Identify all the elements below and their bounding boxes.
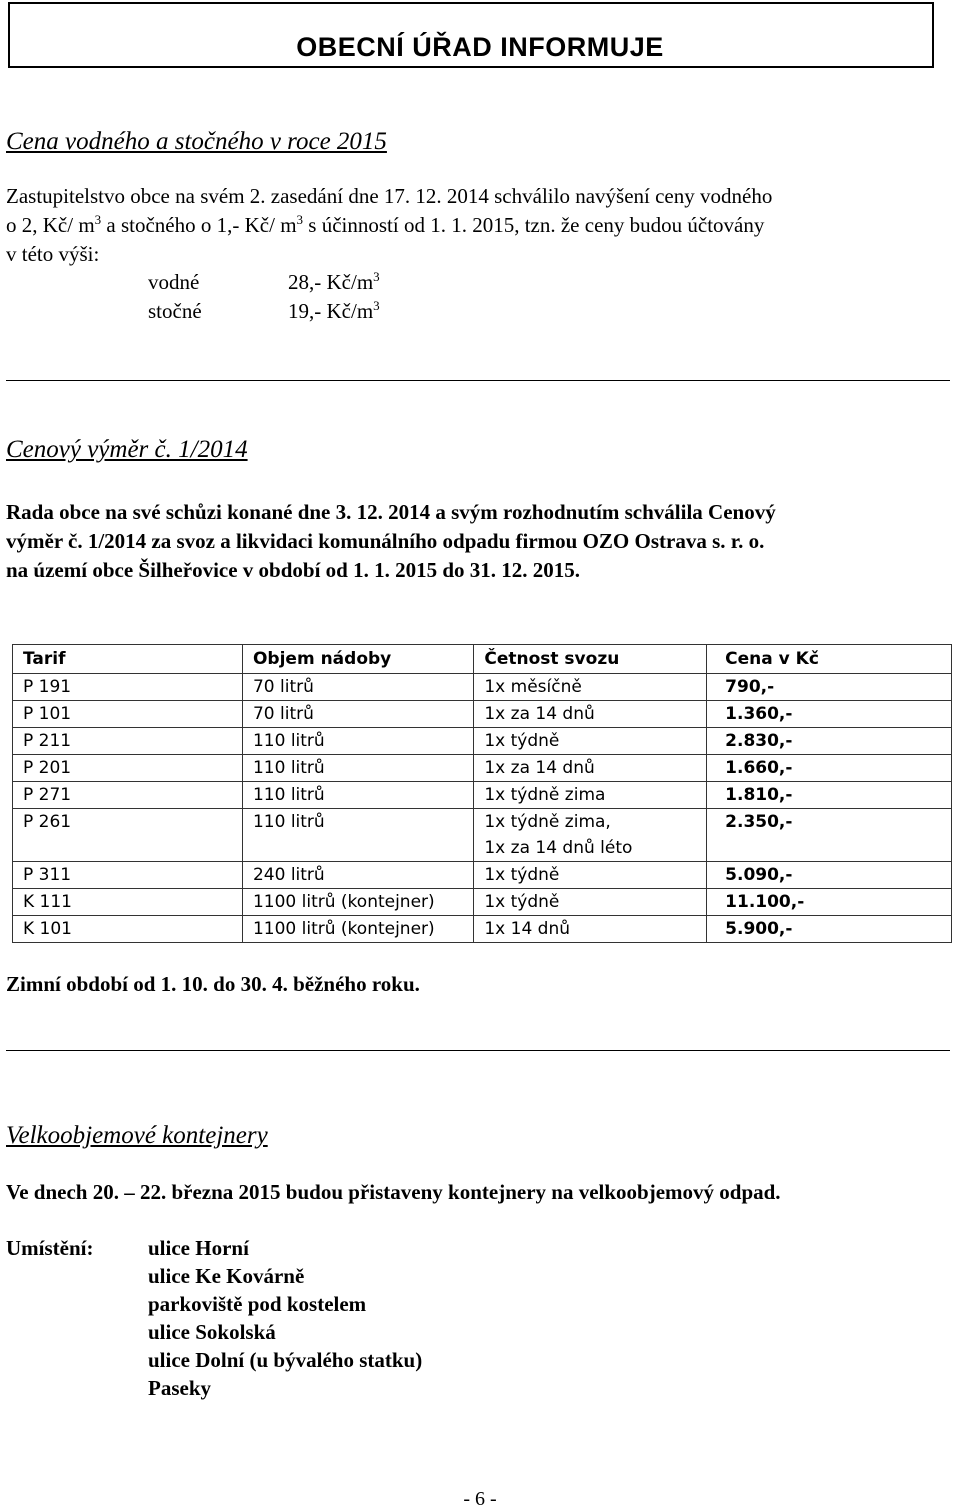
water-para-line1: Zastupitelstvo obce na svém 2. zasedání dne 17. 12. 2014 schválilo navýšení ceny vodného bbox=[6, 184, 773, 208]
cell-cena: 1.810,- bbox=[707, 782, 952, 809]
cell-objem: 110 litrů bbox=[242, 755, 473, 782]
cell-tarif: P 201 bbox=[13, 755, 243, 782]
superscript: 3 bbox=[296, 212, 304, 227]
cell-tarif: P 311 bbox=[13, 862, 243, 889]
water-price-row bbox=[148, 268, 380, 297]
winter-note: Zimní období od 1. 10. do 30. 4. běžného roku. bbox=[6, 972, 420, 996]
cell-objem: 1100 litrů (kontejner) bbox=[242, 889, 473, 916]
water-paragraph bbox=[6, 182, 772, 269]
divider bbox=[6, 380, 950, 381]
water-price-label: vodné bbox=[148, 270, 200, 294]
fees-table bbox=[12, 644, 952, 943]
fees-para-line1: Rada obce na své schůzi konané dne 3. 12. 2014 a svým rozhodnutím schválila Cenový bbox=[6, 500, 776, 524]
cell-cetnost: 1x týdně bbox=[474, 862, 707, 889]
cell-objem: 240 litrů bbox=[242, 862, 473, 889]
cell-cetnost-line1: 1x týdně zima, bbox=[484, 812, 611, 832]
cell-tarif: P 261 bbox=[13, 809, 243, 862]
cell-tarif: P 191 bbox=[13, 674, 243, 701]
list-item: ulice Dolní (u bývalého statku) bbox=[148, 1348, 423, 1372]
page-title: OBECNÍ ÚŘAD INFORMUJE bbox=[296, 32, 664, 62]
cell-cetnost: 1x týdně bbox=[474, 889, 707, 916]
column-header-objem: Objem nádoby bbox=[242, 645, 473, 674]
cell-cena: 2.830,- bbox=[707, 728, 952, 755]
list-item: parkoviště pod kostelem bbox=[148, 1292, 367, 1316]
superscript: 3 bbox=[373, 269, 380, 284]
column-header-tarif: Tarif bbox=[13, 645, 243, 674]
cell-cetnost: 1x 14 dnů bbox=[474, 916, 707, 943]
list-item: ulice Sokolská bbox=[148, 1320, 276, 1344]
table-row bbox=[13, 809, 952, 862]
cell-cetnost-line2: 1x za 14 dnů léto bbox=[484, 838, 633, 858]
cell-objem: 70 litrů bbox=[242, 674, 473, 701]
table-row bbox=[13, 889, 952, 916]
column-header-cetnost: Četnost svozu bbox=[474, 645, 707, 674]
cell-objem: 110 litrů bbox=[242, 809, 473, 862]
table-row bbox=[13, 862, 952, 889]
water-para-line2-a: o 2, Kč/ m bbox=[6, 213, 95, 237]
table-row bbox=[13, 701, 952, 728]
water-heading: Cena vodného a stočného v roce 2015 bbox=[6, 128, 387, 155]
table-row bbox=[13, 674, 952, 701]
cell-cetnost: 1x měsíčně bbox=[474, 674, 707, 701]
superscript: 3 bbox=[373, 298, 380, 313]
table-row bbox=[13, 916, 952, 943]
list-item: Paseky bbox=[148, 1376, 211, 1400]
location-label: Umístění: bbox=[6, 1236, 94, 1260]
cell-cetnost: 1x za 14 dnů bbox=[474, 701, 707, 728]
water-price-row bbox=[148, 297, 380, 326]
fees-para-line3: na území obce Šilheřovice v období od 1. 1. 2015 do 31. 12. 2015. bbox=[6, 558, 581, 582]
cell-tarif: K 111 bbox=[13, 889, 243, 916]
water-price-label: stočné bbox=[148, 299, 202, 323]
cell-objem: 1100 litrů (kontejner) bbox=[242, 916, 473, 943]
containers-heading: Velkoobjemové kontejnery bbox=[6, 1122, 268, 1149]
superscript: 3 bbox=[94, 212, 102, 227]
water-para-line2-b: a stočného o 1,- Kč/ m bbox=[101, 213, 297, 237]
cell-cetnost bbox=[474, 809, 707, 862]
water-para-line2 bbox=[6, 211, 772, 240]
water-price-list bbox=[148, 268, 380, 326]
fees-heading: Cenový výměr č. 1/2014 bbox=[6, 436, 248, 463]
location-list bbox=[148, 1234, 422, 1402]
table-row bbox=[13, 755, 952, 782]
cell-cetnost: 1x týdně zima bbox=[474, 782, 707, 809]
water-para-line3: v této výši: bbox=[6, 242, 100, 266]
table-row bbox=[13, 728, 952, 755]
cell-tarif: K 101 bbox=[13, 916, 243, 943]
list-item: ulice Ke Kovárně bbox=[148, 1264, 305, 1288]
cell-cena: 5.900,- bbox=[707, 916, 952, 943]
cell-tarif: P 211 bbox=[13, 728, 243, 755]
cell-cena: 790,- bbox=[707, 674, 952, 701]
cell-cena: 2.350,- bbox=[707, 809, 952, 862]
column-header-cena: Cena v Kč bbox=[707, 645, 952, 674]
cell-cena: 11.100,- bbox=[707, 889, 952, 916]
cell-objem: 70 litrů bbox=[242, 701, 473, 728]
water-price-value: 28,- Kč/m bbox=[288, 270, 374, 294]
cell-cena: 5.090,- bbox=[707, 862, 952, 889]
page-number: - 6 - bbox=[463, 1488, 497, 1510]
cell-tarif: P 101 bbox=[13, 701, 243, 728]
fees-para-line2: výměr č. 1/2014 za svoz a likvidaci komunálního odpadu firmou OZO Ostrava s. r. o. bbox=[6, 529, 765, 553]
cell-cetnost: 1x týdně bbox=[474, 728, 707, 755]
table-row bbox=[13, 782, 952, 809]
fees-paragraph bbox=[6, 498, 950, 585]
containers-paragraph: Ve dnech 20. – 22. března 2015 budou přistaveny kontejnery na velkoobjemový odpad. bbox=[6, 1180, 781, 1204]
cell-objem: 110 litrů bbox=[242, 728, 473, 755]
cell-tarif: P 271 bbox=[13, 782, 243, 809]
cell-cetnost: 1x za 14 dnů bbox=[474, 755, 707, 782]
list-item: ulice Horní bbox=[148, 1236, 249, 1260]
table-header-row bbox=[13, 645, 952, 674]
cell-cena: 1.660,- bbox=[707, 755, 952, 782]
divider bbox=[6, 1050, 950, 1051]
cell-objem: 110 litrů bbox=[242, 782, 473, 809]
cell-cena: 1.360,- bbox=[707, 701, 952, 728]
water-price-value: 19,- Kč/m bbox=[288, 299, 374, 323]
water-para-line2-c: s účinností od 1. 1. 2015, tzn. že ceny budou účtovány bbox=[303, 213, 765, 237]
